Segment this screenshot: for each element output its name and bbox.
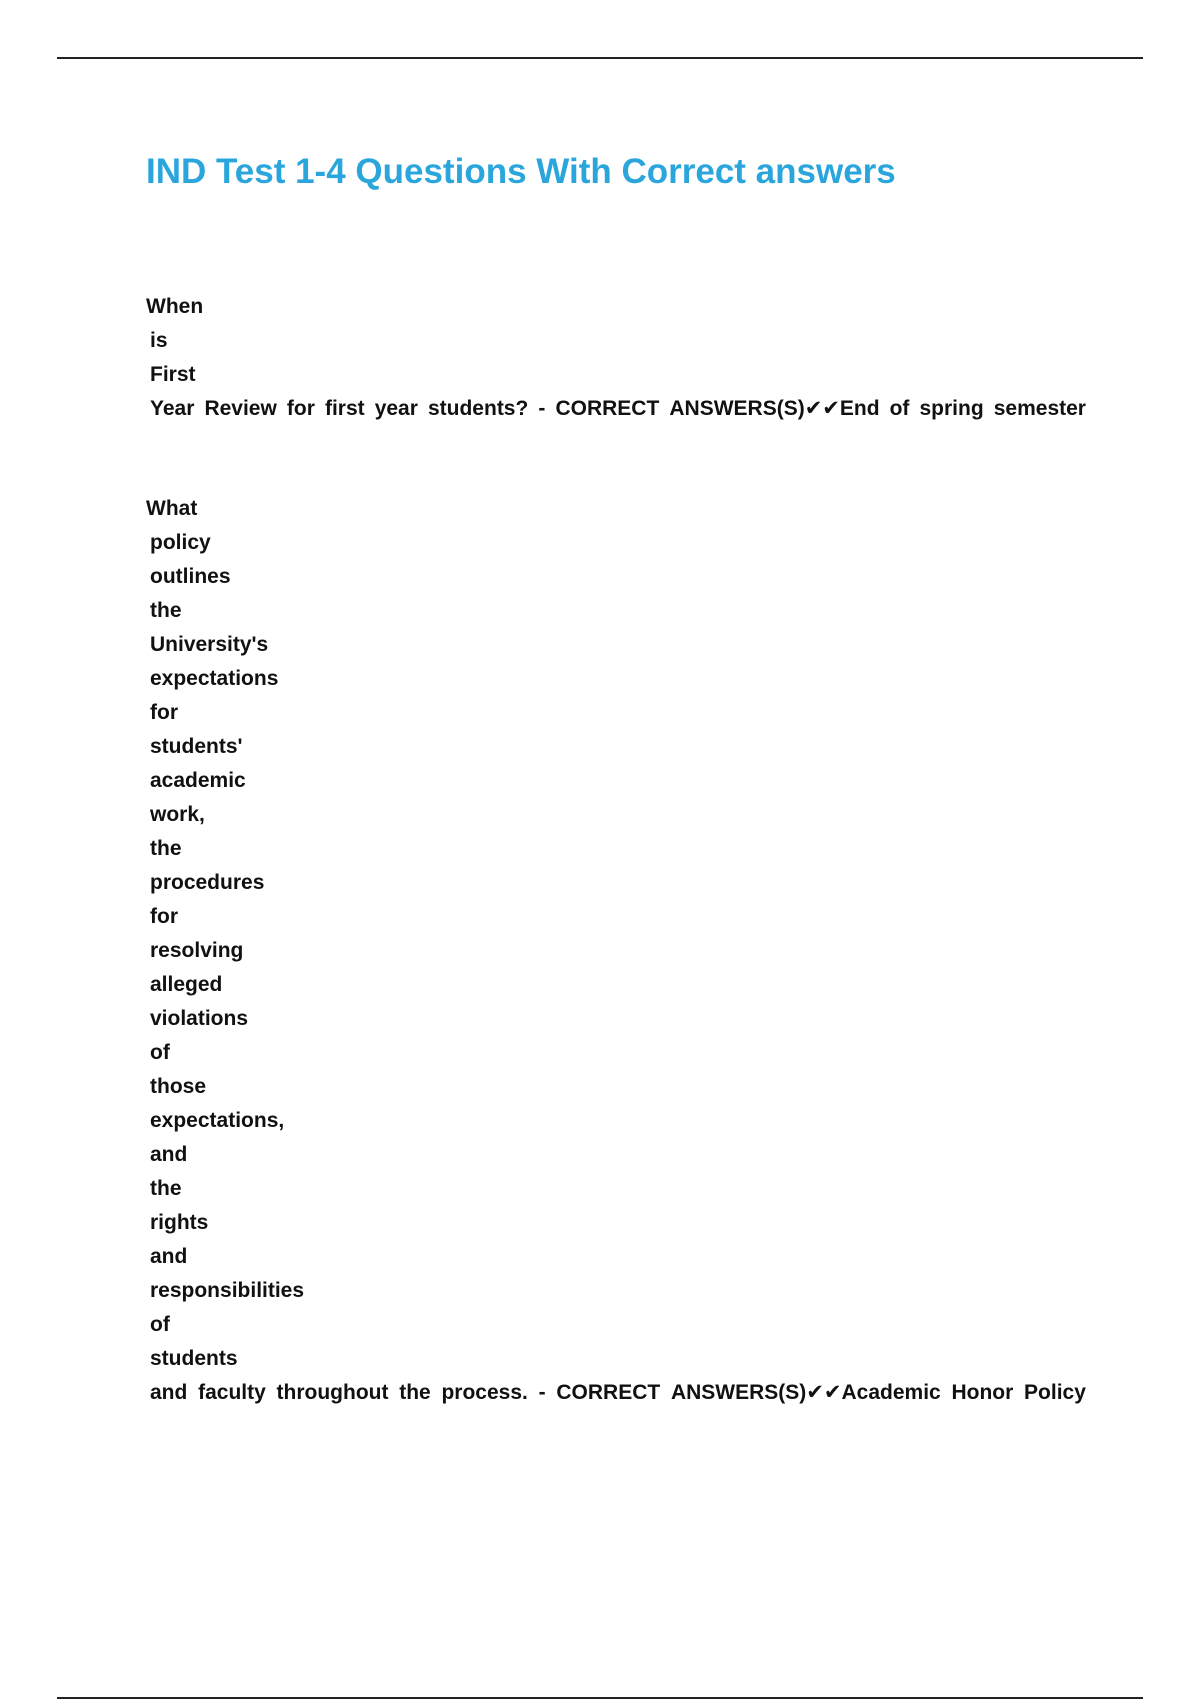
header-rule xyxy=(57,57,1143,59)
answer-line-word: - xyxy=(538,397,546,420)
answer-line-word: Policy xyxy=(1024,1381,1086,1404)
answer-line-word: faculty xyxy=(198,1381,266,1404)
answer-line-word: spring xyxy=(919,397,984,420)
question-first-word: What xyxy=(146,497,198,520)
answer-line-word: throughout xyxy=(276,1381,389,1404)
question-line: is xyxy=(150,329,168,352)
question-line: work, xyxy=(150,803,205,826)
question-line: procedures xyxy=(150,871,265,894)
question-first-word: When xyxy=(146,295,204,318)
answer-line-word: and xyxy=(150,1381,188,1404)
answer-line-word: first xyxy=(324,397,365,420)
question-line: students' xyxy=(150,735,243,758)
question-line: of xyxy=(150,1041,170,1064)
question-line: for xyxy=(150,905,178,928)
question-line: outlines xyxy=(150,565,231,588)
question-answer-line xyxy=(146,1376,1086,1410)
document-title: IND Test 1-4 Questions With Correct answers xyxy=(146,152,896,191)
question-line: the xyxy=(150,1177,182,1200)
answer-line-word: Review xyxy=(204,397,277,420)
question-line: students xyxy=(150,1347,238,1370)
question-answer-line xyxy=(146,392,1086,426)
question-line: those xyxy=(150,1075,207,1098)
question-line: and xyxy=(150,1245,188,1268)
question-line: policy xyxy=(150,531,211,554)
question-line: for xyxy=(150,701,178,724)
answer-line-word: ANSWERS(S)✔✔Academic xyxy=(670,1381,941,1404)
question-line: expectations, xyxy=(150,1109,285,1132)
question-line: alleged xyxy=(150,973,223,996)
question-line: the xyxy=(150,837,182,860)
answer-line-word: year xyxy=(374,397,418,420)
footer-rule xyxy=(57,1697,1143,1699)
answer-line-word: for xyxy=(286,397,315,420)
answer-line-word: CORRECT xyxy=(556,1381,661,1404)
answer-line-word: semester xyxy=(993,397,1086,420)
question-line: the xyxy=(150,599,182,622)
question-line: First xyxy=(150,363,196,386)
question-line: of xyxy=(150,1313,170,1336)
question-line: violations xyxy=(150,1007,249,1030)
answer-line-word: process. xyxy=(441,1381,528,1404)
question-line: and xyxy=(150,1143,188,1166)
question-block xyxy=(146,492,1086,1410)
answer-line-word: the xyxy=(399,1381,431,1404)
question-line: responsibilities xyxy=(150,1279,305,1302)
answer-line-word: Honor xyxy=(951,1381,1014,1404)
answer-line-word: students? xyxy=(427,397,529,420)
answer-line-word: CORRECT xyxy=(555,397,660,420)
question-line: academic xyxy=(150,769,246,792)
answer-line-word: Year xyxy=(150,397,195,420)
question-line: rights xyxy=(150,1211,209,1234)
answer-line-word: ANSWERS(S)✔✔End xyxy=(669,397,880,420)
question-line: expectations xyxy=(150,667,279,690)
question-line: University's xyxy=(150,633,269,656)
answer-line-word: of xyxy=(889,397,910,420)
question-line: resolving xyxy=(150,939,244,962)
question-block xyxy=(146,290,1086,426)
answer-line-word: - xyxy=(538,1381,546,1404)
